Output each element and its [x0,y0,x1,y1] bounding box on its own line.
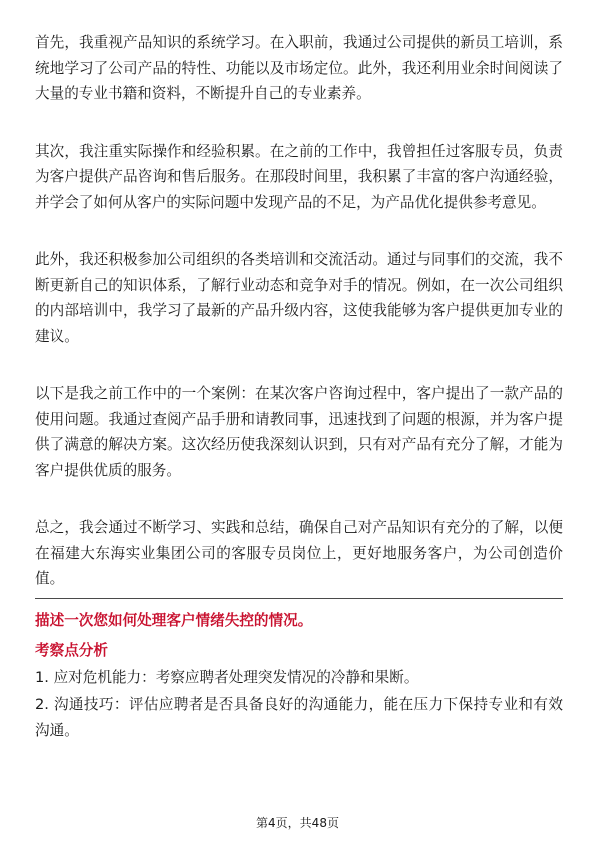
analysis-heading: 考察点分析 [35,641,108,659]
paragraph-product-knowledge: 首先，我重视产品知识的系统学习。在入职前，我通过公司提供的新员工培训，系统地学习了公司产品的特性、功能以及市场定位。此外，我还利用业余时间阅读了大量的专业书籍和资料，不断提升自己的专业素养。 [35,34,563,102]
page-number: 第4页，共48页 [256,816,339,830]
paragraph-conclusion: 总之，我会通过不断学习、实践和总结，确保自己对产品知识有充分的了解，以便在福建大东海实业集团公司的客服专员岗位上，更好地服务客户，为公司创造价值。 [35,519,563,587]
analysis-point: 2. 沟通技巧：评估应聘者是否具备良好的沟通能力，能在压力下保持专业和有效沟通。 [35,696,563,739]
analysis-points-list [35,665,563,744]
paragraph-case-example: 以下是我之前工作中的一个案例：在某次客户咨询过程中，客户提出了一款产品的使用问题。我通过查阅产品手册和请教同事，迅速找到了问题的根源，并为客户提供了满意的解决方案。这次经历使我深刻认识到，只有对产品有充分了解，才能为客户提供优质的服务。 [35,385,563,479]
paragraph-training-activities: 此外，我还积极参加公司组织的各类培训和交流活动。通过与同事们的交流，我不断更新自己的知识体系，了解行业动态和竞争对手的情况。例如，在一次公司组织的内部培训中，我学习了最新的产品升级内容，这使我能够为客户提供更加专业的建议。 [35,251,563,345]
interview-question: 描述一次您如何处理客户情绪失控的情况。 [35,611,313,629]
document-body [35,30,563,745]
analysis-point: 1. 应对危机能力：考察应聘者处理突发情况的冷静和果断。 [35,668,419,686]
section-divider [35,598,563,599]
paragraph-practical-experience: 其次，我注重实际操作和经验积累。在之前的工作中，我曾担任过客服专员，负责为客户提供产品咨询和售后服务。在那段时间里，我积累了丰富的客户沟通经验，并学会了如何从客户的实际问题中发现产品的不足，为产品优化提供参考意见。 [35,142,563,211]
